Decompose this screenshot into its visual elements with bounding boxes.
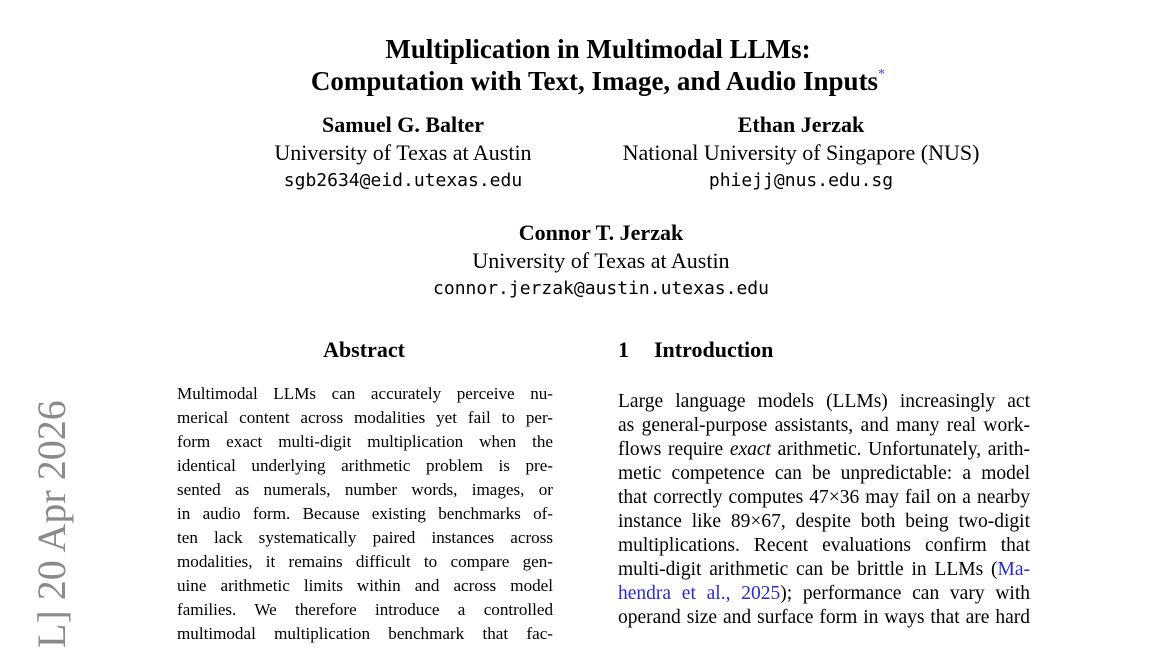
intro-line: metic competence can be unpredictable: a model	[618, 463, 1030, 484]
abstract-line: families. We therefore introduce a controlled	[177, 600, 553, 619]
paper-title	[0, 33, 1152, 97]
intro-text: arithmetic. Unfortunately, arith-	[770, 439, 1030, 460]
title-footnote-mark[interactable]: *	[878, 67, 886, 82]
author-email: sgb2634@eid.utexas.edu	[283, 170, 523, 191]
author-email: phiejj@nus.edu.sg	[708, 170, 894, 191]
intro-line	[618, 558, 1030, 582]
intro-line: multiplications. Recent evaluations confirm that	[618, 535, 1030, 556]
citation-link[interactable]: Ma-	[997, 559, 1030, 580]
abstract-heading: Abstract	[323, 337, 405, 362]
arxiv-stamp: L] 20 Apr 2026	[29, 400, 74, 648]
abstract-line: modalities, it remains difficult to compare gen-	[177, 552, 553, 571]
intro-line: that correctly computes 47×36 may fail on a nearby	[618, 487, 1030, 508]
author-name: Samuel G. Balter	[322, 112, 484, 137]
abstract-line: multimodal multiplication benchmark that fac-	[177, 624, 553, 643]
section-heading-introduction	[618, 336, 773, 364]
intro-line: Large language models (LLMs) increasingly act	[618, 391, 1030, 412]
author-name: Connor T. Jerzak	[518, 220, 684, 245]
title-line-2-text: Computation with Text, Image, and Audio Inputs	[310, 66, 879, 96]
author-affiliation: University of Texas at Austin	[472, 248, 730, 273]
author-affiliation: National University of Singapore (NUS)	[622, 140, 980, 165]
abstract-body	[177, 382, 553, 646]
title-line-1: Multiplication in Multimodal LLMs:	[385, 34, 811, 64]
abstract-line: merical content across modalities yet fail to per-	[177, 408, 553, 427]
abstract-line: Multimodal LLMs can accurately perceive nu-	[177, 384, 553, 403]
author-block-3	[401, 219, 801, 303]
abstract-line: ten lack systematically paired instances across	[177, 528, 553, 547]
intro-text: ); performance can vary with	[780, 583, 1031, 604]
intro-emphasis: exact	[729, 439, 771, 460]
abstract-line: uine arithmetic limits within and across model	[177, 576, 553, 595]
intro-line: as general-purpose assistants, and many real work-	[618, 415, 1030, 436]
abstract-line: form exact multi-digit multiplication when the	[177, 432, 553, 451]
author-block-2	[601, 111, 1001, 195]
intro-line: instance like 89×67, despite both being two-digit	[618, 511, 1030, 532]
section-title: Introduction	[654, 337, 774, 362]
author-block-1	[203, 111, 603, 195]
section-number: 1	[618, 337, 629, 362]
abstract-line: identical underlying arithmetic problem is pre-	[177, 456, 553, 475]
citation-link[interactable]: hendra et al., 2025	[618, 583, 781, 604]
introduction-body	[618, 390, 1030, 630]
author-email: connor.jerzak@austin.utexas.edu	[433, 278, 769, 299]
abstract-line: in audio form. Because existing benchmarks of-	[177, 504, 553, 523]
intro-line	[618, 582, 1030, 606]
intro-line: operand size and surface form in ways that are hard	[618, 607, 1030, 628]
author-affiliation: University of Texas at Austin	[274, 140, 532, 165]
author-name: Ethan Jerzak	[737, 112, 865, 137]
title-line-2	[0, 65, 1152, 97]
intro-line	[618, 438, 1030, 462]
intro-text: multi-digit arithmetic can be brittle in LLMs (	[618, 559, 998, 580]
intro-text: flows require	[618, 439, 730, 460]
abstract-line: sented as numerals, number words, images, or	[177, 480, 553, 499]
